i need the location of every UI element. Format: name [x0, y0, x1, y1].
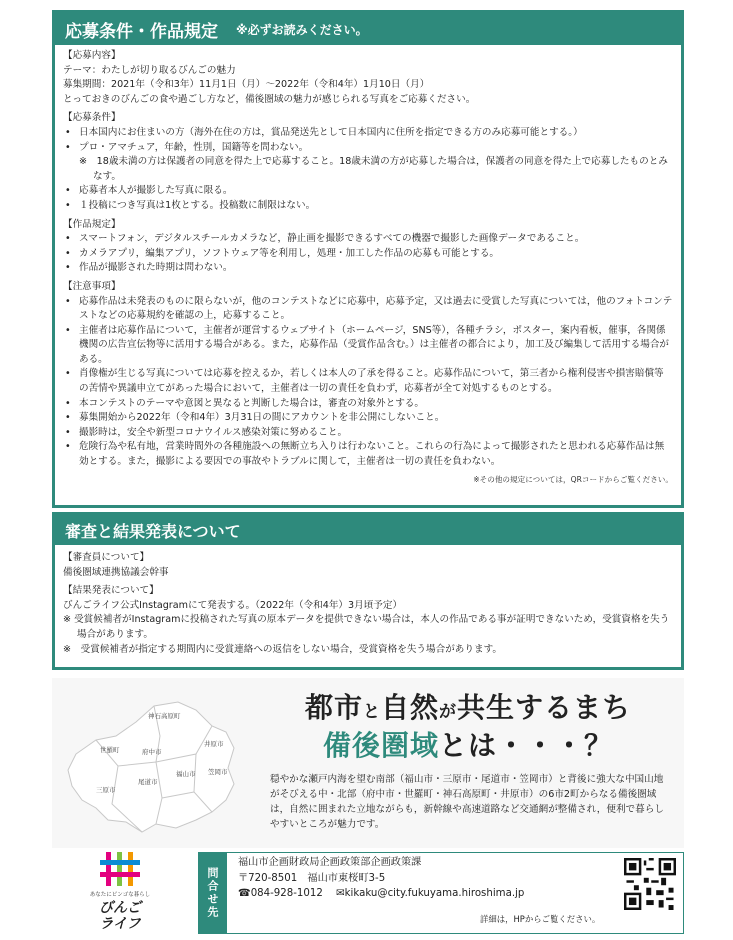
contact-org: 福山市企画財政局企画政策部企画政策課 [238, 857, 422, 868]
map-label: 世羅町 [100, 746, 120, 754]
promo-particle: が [439, 702, 457, 722]
logo-name-top: びんご [99, 900, 141, 916]
results-note: ※ 受賞候補者がInstagramに投稿された写真の原本データを提供できない場合は，本人の作品である事が証明できないため，受賞資格を失う場合があります。 [63, 614, 670, 640]
list-item: • プロ・アマチュア，年齢，性別，国籍等を問わない。 [63, 141, 673, 156]
logo-tagline: あなたにビンゴな暮らし [89, 892, 151, 898]
list-item: • 危険行為や私有地，営業時間外の各種施設への無断立ち入りは行わないこと。これらの行為によって撮影されたと思われる応募作品は無効とする。また，撮影による要因での事故やトラブルに関して，主催者は一切の責任を負わない。 [63, 440, 673, 469]
list-item: • 応募者本人が撮影した写真に限る。 [63, 184, 673, 199]
list-item: • 応募作品は未発表のものに限らないが，他のコンテストなどに応募中，応募予定，又は過去に受賞した写真については，他のフォトコンテストなどの応募規約を確認の上，応募すること。 [63, 295, 673, 324]
logo-name-bottom: ライフ [99, 916, 141, 932]
list-item: • 主催者は応募作品について，主催者が運営するウェブサイト（ホームページ，SNS等），各種チラシ，ポスター，案内看板，催事，各関係機関の広告宣伝物等に活用する場合がある。また，応募作品（受賞作品含む。）は主催者の都合により，加工及び編集して活用する場合がある。 [63, 324, 673, 368]
theme-line: テーマ：わたしが切り取るびんごの魅力 [63, 64, 236, 76]
contact-note: 詳細は，HPからご覧ください。 [480, 914, 601, 924]
contact-phone[interactable]: ☎084-928-1012 [238, 888, 323, 899]
qr-code-icon[interactable] [624, 858, 676, 910]
list-item: • 募集開始から2022年（令和4年）3月31日の間にアカウントを非公開にしないこと。 [63, 411, 673, 426]
conditions-heading: 【応募条件】 [63, 112, 121, 124]
map-label: 福山市 [176, 770, 196, 778]
period-line: 募集期間：2021年（令和3年）11月1日（月）～2022年（令和4年）1月10日（月） [63, 79, 430, 91]
contact-address: 〒720-8501 福山市東桜町3-5 [238, 872, 386, 884]
map-label: 神石高原町 [148, 712, 181, 720]
map-label: 三原市 [96, 786, 116, 794]
map-label: 井原市 [204, 740, 224, 748]
promo-word: 都市 [304, 691, 363, 724]
judging-section [52, 512, 684, 670]
promo-word: 共生するまち [457, 691, 632, 724]
judges-heading: 【審査員について】 [63, 552, 150, 563]
list-item: • 肖像権が生じる写真については応募を控えるか，若しくは本人の了承を得ること。応募作品について，第三者から権利侵害や損害賠償等の苦情や異議申立てがあった場合において，主催者は一切の責任を負わず，応募者が全て対処するものとする。 [63, 367, 673, 396]
promo-word: 自然 [380, 691, 439, 724]
content-heading: 【応募内容】 [63, 50, 121, 61]
contact-label: 問合せ先 [198, 852, 226, 934]
list-item: • カメラアプリ，編集アプリ，ソフトウェア等を利用し，処理・加工した作品の応募も可能とする。 [63, 247, 673, 262]
list-item: • 本コンテストのテーマや意図と異なると判断した場合は，審査の対象外とする。 [63, 397, 673, 412]
list-item: • １投稿につき写真は1枚とする。投稿数に制限はない。 [63, 199, 673, 214]
list-item: • 撮影時は，安全や新型コロナウイルス感染対策に努めること。 [63, 426, 673, 441]
bingo-life-logo [62, 852, 192, 932]
must-read-note: ※必ずお読みください。 [236, 22, 368, 37]
cautions-heading: 【注意事項】 [63, 280, 121, 292]
results-note: ※ 受賞候補者が指定する期間内に受賞連絡への返信をしない場合，受賞資格を失う場合があります。 [63, 643, 502, 655]
qr-footnote: ※その他の規定については，QRコードからご覧ください。 [473, 474, 673, 484]
results-heading: 【結果発表について】 [63, 585, 159, 597]
entry-rules-section [52, 10, 684, 508]
map-shape [68, 702, 234, 832]
entry-rules-title: 応募条件・作品規定 [65, 21, 218, 42]
contact-email[interactable]: ✉kikaku@city.fukuyama.hiroshima.jp [336, 888, 525, 899]
minor-note: ※ 18歳未満の方は保護者の同意を得た上で応募すること。18歳未満の方が応募した場合は，保護者の同意を得た上で応募したものとみなす。 [79, 156, 668, 182]
judging-header [55, 515, 681, 545]
list-item: • スマートフォン，デジタルスチールカメラなど，静止画を撮影できるすべての機器で撮影した画像データであること。 [63, 232, 673, 247]
judging-body [55, 545, 681, 657]
promo-question: とは・・・？ [439, 729, 614, 762]
intro-line: とっておきのびんごの食や過ごし方など，備後圏域の魅力が感じられる写真をご応募ください。 [63, 93, 476, 105]
promo-title-line2 [258, 724, 678, 764]
contact-phone-email [238, 886, 524, 902]
entry-rules-body [55, 45, 681, 487]
list-item: • 日本国内にお住まいの方（海外在住の方は，賞品発送先として日本国内に住所を指定できる方のみ応募可能とする。） [63, 126, 673, 141]
entry-rules-header [55, 13, 681, 45]
promo-description: 穏やかな瀬戸内海を望む南部（福山市・三原市・尾道市・笠岡市）と背後に強大な中国山地がそびえる中・北部（府中市・世羅町・神石高原町・井原市）の6市2町からなる備後圏域は，自然に囲まれた立地ながらも，新幹線や高速道路など交通網が整備され，便利で暮らしやすいところが魅力です。 [270, 774, 664, 830]
judges-text: 備後圏域連携協議会幹事 [63, 566, 169, 578]
promo-word: 備後圏域 [322, 729, 439, 762]
results-text: びんごライフ公式Instagramにて発表する。（2022年（令和4年）3月頃予定） [63, 599, 403, 611]
promo-title-line1 [258, 686, 678, 726]
list-item: • 作品が撮影された時期は問わない。 [63, 261, 673, 276]
bingo-life-logo-mark [62, 852, 192, 932]
map-label: 府中市 [142, 748, 162, 756]
map-label: 笠岡市 [208, 768, 228, 776]
rules-heading: 【作品規定】 [63, 218, 121, 230]
map-label: 尾道市 [138, 778, 158, 786]
region-map [56, 696, 256, 836]
promo-particle: と [362, 702, 381, 722]
judging-title: 審査と結果発表について [65, 521, 241, 541]
contact-details [238, 855, 524, 902]
